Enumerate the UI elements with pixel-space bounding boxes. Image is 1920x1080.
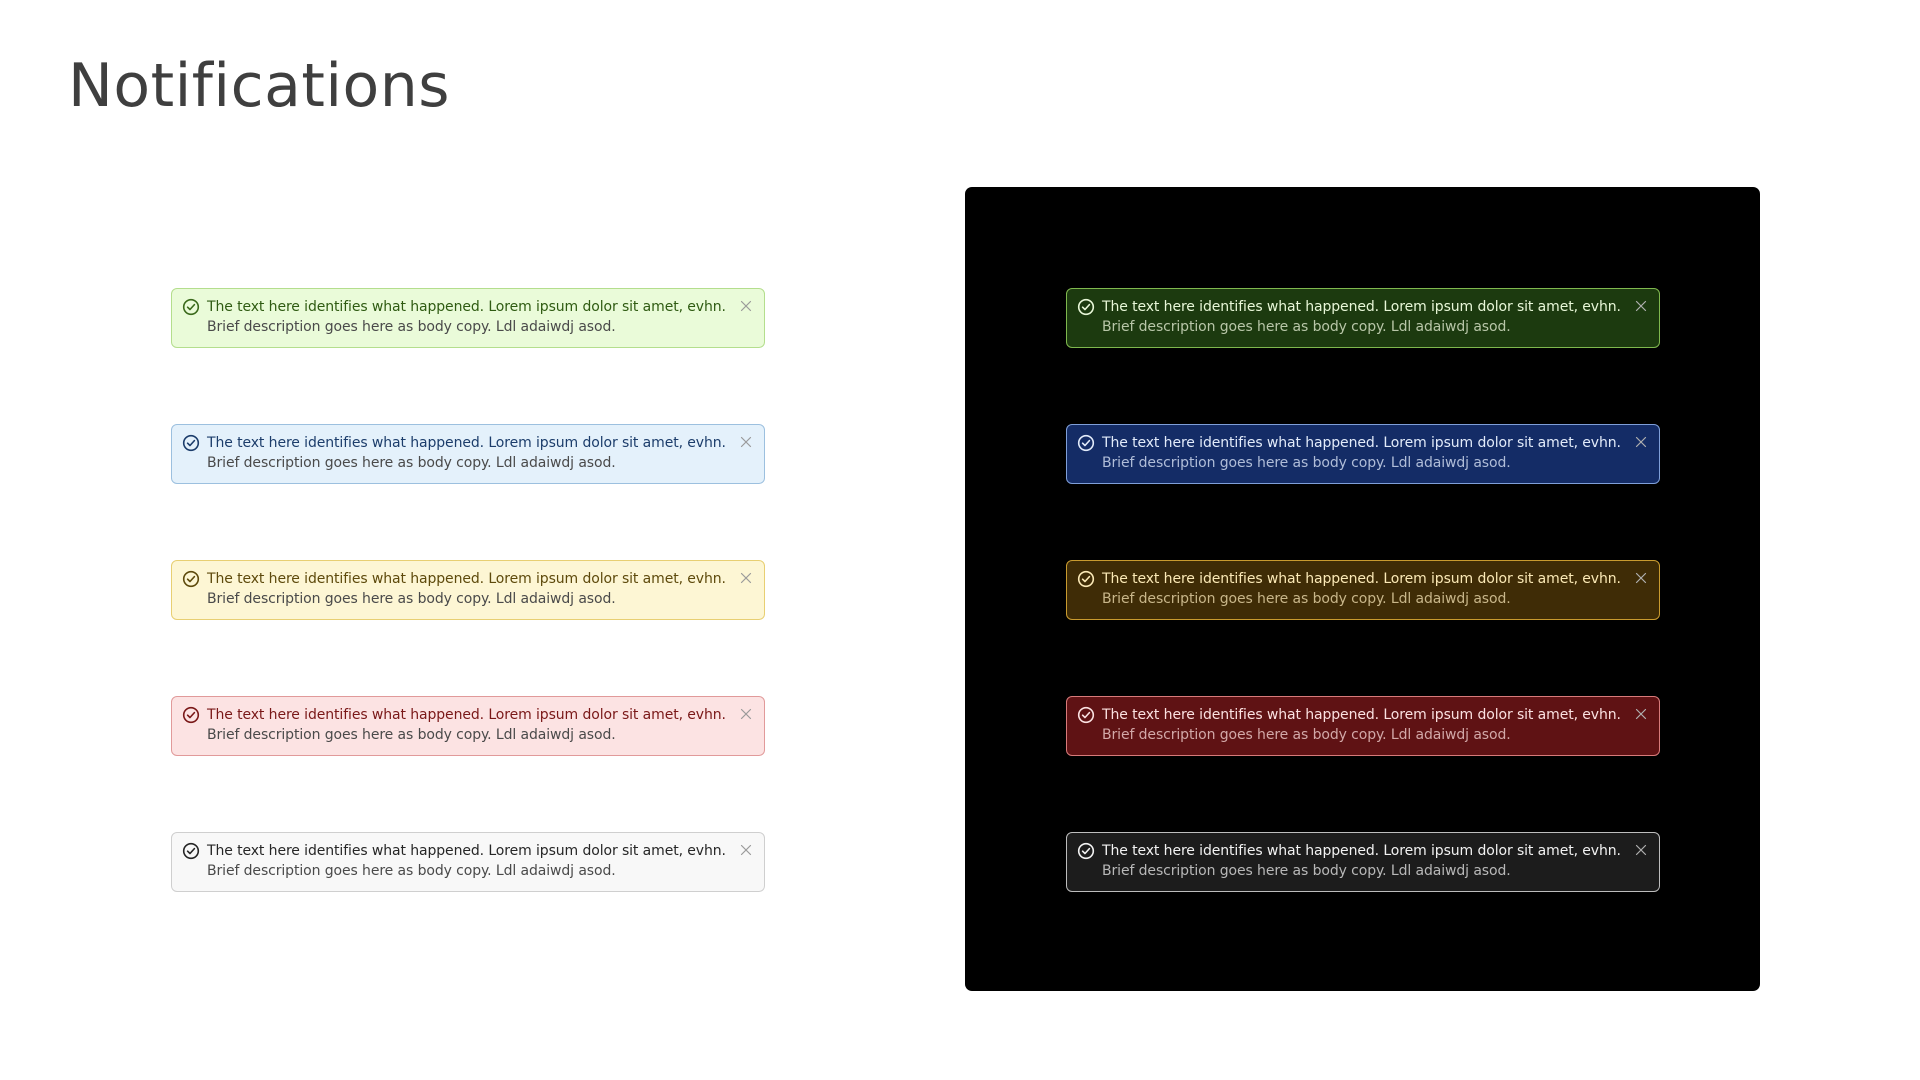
close-icon[interactable] [740,300,752,312]
close-icon[interactable] [1635,572,1647,584]
notification-body: Brief description goes here as body copy. Ldl adaiwdj asod. [207,319,616,335]
notification-toast-dark-error [1066,696,1660,756]
check-circle-icon [1077,298,1095,316]
close-icon[interactable] [1635,300,1647,312]
notification-body: Brief description goes here as body copy. Ldl adaiwdj asod. [1102,591,1511,607]
check-circle-icon [182,434,200,452]
notification-body: Brief description goes here as body copy. Ldl adaiwdj asod. [1102,863,1511,879]
notification-toast-dark-neutral [1066,832,1660,892]
notification-headline: The text here identifies what happened. Lorem ipsum dolor sit amet, evhn. [207,707,726,723]
close-icon[interactable] [1635,844,1647,856]
close-icon[interactable] [740,708,752,720]
check-circle-icon [182,298,200,316]
check-circle-icon [1077,842,1095,860]
notification-headline: The text here identifies what happened. Lorem ipsum dolor sit amet, evhn. [207,843,726,859]
close-icon[interactable] [1635,708,1647,720]
notification-headline: The text here identifies what happened. Lorem ipsum dolor sit amet, evhn. [207,571,726,587]
close-icon[interactable] [1635,436,1647,448]
notification-toast-dark-info [1066,424,1660,484]
close-icon[interactable] [740,572,752,584]
check-circle-icon [182,706,200,724]
notification-toast-light-warning [171,560,765,620]
notification-toast-light-info [171,424,765,484]
check-circle-icon [182,842,200,860]
notification-headline: The text here identifies what happened. Lorem ipsum dolor sit amet, evhn. [1102,707,1621,723]
close-icon[interactable] [740,436,752,448]
notification-headline: The text here identifies what happened. Lorem ipsum dolor sit amet, evhn. [207,299,726,315]
notification-body: Brief description goes here as body copy. Ldl adaiwdj asod. [207,727,616,743]
notification-headline: The text here identifies what happened. Lorem ipsum dolor sit amet, evhn. [1102,435,1621,451]
check-circle-icon [1077,434,1095,452]
notification-headline: The text here identifies what happened. Lorem ipsum dolor sit amet, evhn. [1102,843,1621,859]
dark-theme-notifications [1066,288,1660,968]
notification-body: Brief description goes here as body copy. Ldl adaiwdj asod. [1102,727,1511,743]
notification-body: Brief description goes here as body copy. Ldl adaiwdj asod. [207,591,616,607]
notification-headline: The text here identifies what happened. Lorem ipsum dolor sit amet, evhn. [1102,571,1621,587]
notification-headline: The text here identifies what happened. Lorem ipsum dolor sit amet, evhn. [1102,299,1621,315]
check-circle-icon [1077,570,1095,588]
notification-body: Brief description goes here as body copy. Ldl adaiwdj asod. [207,455,616,471]
page-title: Notifications [68,51,451,121]
notification-toast-light-error [171,696,765,756]
notification-toast-dark-success [1066,288,1660,348]
close-icon[interactable] [740,844,752,856]
notification-toast-light-success [171,288,765,348]
notification-headline: The text here identifies what happened. Lorem ipsum dolor sit amet, evhn. [207,435,726,451]
light-theme-notifications [171,288,765,968]
check-circle-icon [182,570,200,588]
notification-body: Brief description goes here as body copy. Ldl adaiwdj asod. [1102,455,1511,471]
notification-body: Brief description goes here as body copy. Ldl adaiwdj asod. [207,863,616,879]
notification-body: Brief description goes here as body copy. Ldl adaiwdj asod. [1102,319,1511,335]
notification-toast-dark-warning [1066,560,1660,620]
notification-toast-light-neutral [171,832,765,892]
check-circle-icon [1077,706,1095,724]
